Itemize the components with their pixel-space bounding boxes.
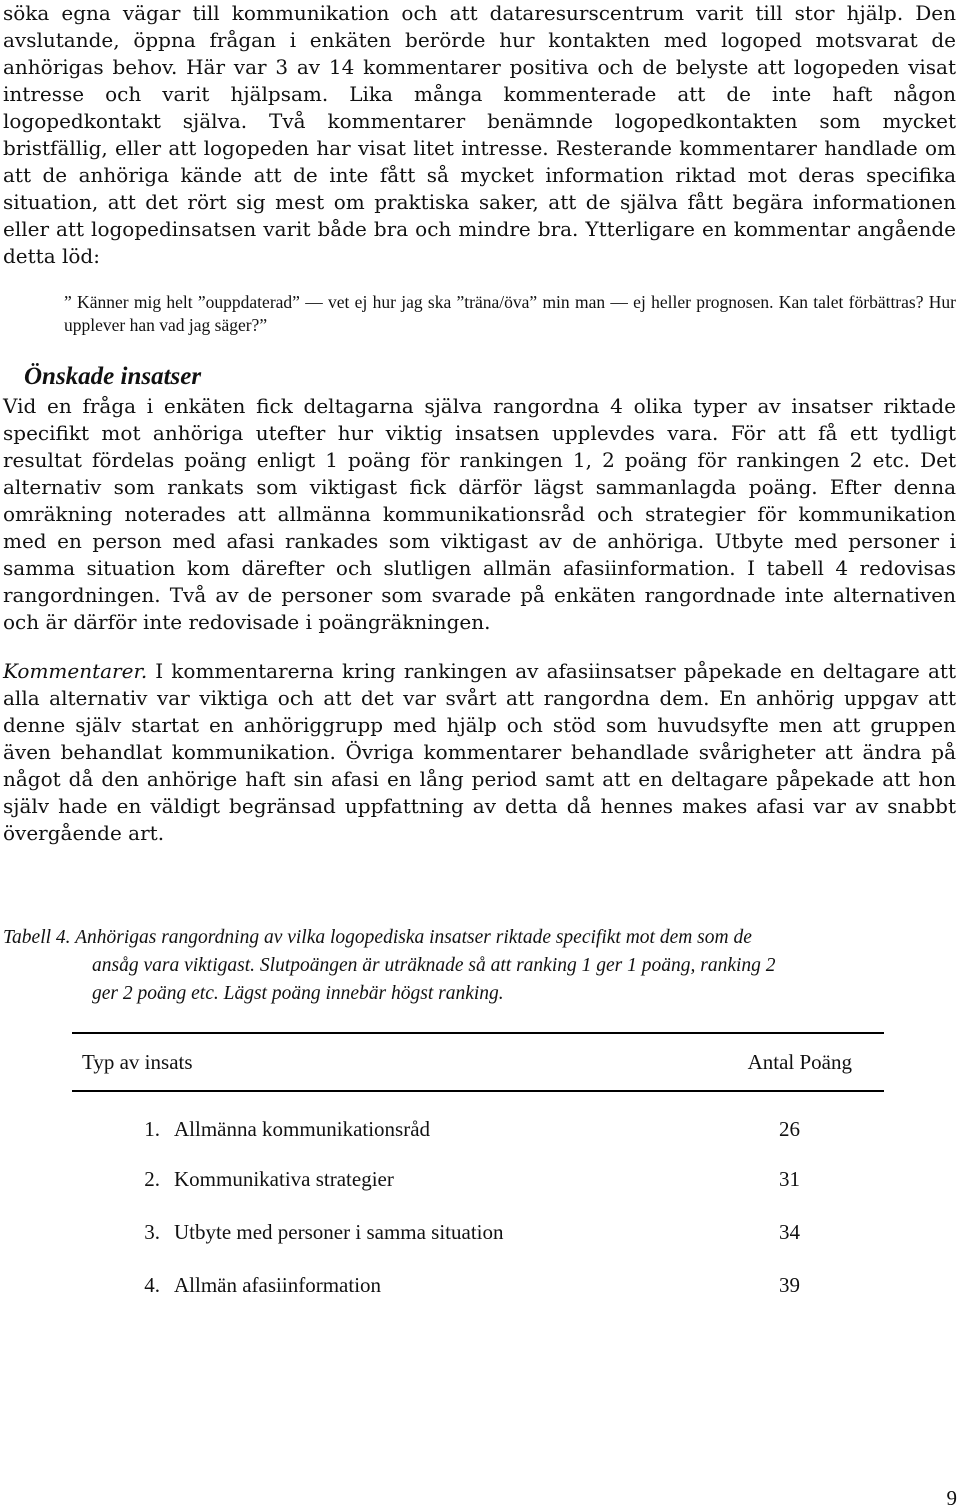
paragraph-logoped-contact: söka egna vägar till kommunikation och att dataresurscentrum varit till stor hjälp. Den avslutande, öppna frågan i enkäten berörde hur kontakten med logoped motsvarat de anhörigas behov. Här var 3 av 14 kommentarer positiva och de belyste att logopeden visat intresse och varit hjälpsam. Lika många kommenterade att de inte haft någon logopedkontakt själva. Två kommentarer benämnde logopedkontakten som mycket bristfällig, eller att logopeden har visat litet intresse. Resterande kommentarer handlade om att de anhöriga kände att de inte fått så mycket information riktad mot deras specifika situation, att det rört sig mest om praktiska saker, att de själva fått begära informationen eller att logopedinsatsen varit både bra och mindre bra. Ytterligare en kommentar angående detta löd: [3, 1, 956, 268]
table-row [72, 1153, 884, 1206]
page-number: 9 [946, 1486, 957, 1510]
table-caption [3, 924, 956, 1008]
row-index: 3. [144, 1220, 160, 1244]
paragraph-desired-interventions: Vid en fråga i enkäten fick deltagarna själva rangordna 4 olika typer av insatser riktade specifikt mot anhöriga utefter hur viktig insatsen upplevdes vara. För att få ett tydligt resultat fördelas poäng enligt 1 poäng för rankingen 1, 2 poäng för rankingen 2 etc. Det alternativ som rankats som viktigast fick därför lägst sammanlagda poäng. Efter denna omräkning noterades att allmänna kommunikationsråd och strategier för kommunikation med en person med afasi rankades som viktigast av de anhöriga. Utbyte med personer i samma situation kom därefter och slutligen allmän afasiinformation. I tabell 4 redovisas rangordningen. Två av de personer som svarade på enkäten rangordnade inte alternativen och är därför inte redovisade i poängräkningen. [3, 394, 956, 634]
header-points: Antal Poäng [747, 1049, 852, 1074]
table-row [72, 1091, 884, 1153]
row-index: 1. [144, 1117, 160, 1141]
row-points: 31 [779, 1167, 800, 1191]
section-heading: Önskade insatser [24, 363, 202, 390]
row-points: 26 [779, 1117, 800, 1141]
ranking-table [72, 1032, 884, 1312]
paragraph-comments [3, 658, 956, 847]
comments-body: I kommentarerna kring rankingen av afasiinsatser påpekade en deltagare att alla alternativ var viktiga och att det var svårt att rangordna dem. En anhörig uppgav att denne själv startat en anhöriggrupp med hjälp och stöd som huvudsyfte men att gruppen även behandlat kommunikation. Övriga kommentarer behandlade svårigheter att ändra på något då den anhörige haft sin afasi en lång period samt att en deltagare påpekade att hon själv hade en väldigt begränsad uppfattning av detta då hennes makes afasi var av snabbt övergående art. [3, 659, 956, 845]
table-header-row [72, 1033, 884, 1091]
caption-line-1: Tabell 4. Anhörigas rangordning av vilka logopediska insatser riktade specifikt mot dem som de [3, 927, 752, 948]
row-label: Allmänna kommunikationsråd [174, 1117, 431, 1141]
caption-line-3: ger 2 poäng etc. Lägst poäng innebär högst ranking. [92, 983, 504, 1004]
row-points: 39 [779, 1273, 800, 1297]
header-type: Typ av insats [82, 1049, 193, 1074]
row-points: 34 [779, 1220, 800, 1244]
row-label: Allmän afasiinformation [174, 1273, 382, 1297]
row-label: Kommunikativa strategier [174, 1167, 394, 1191]
table-row [72, 1206, 884, 1259]
table-row [72, 1259, 884, 1312]
comments-lead: Kommentarer. [3, 659, 148, 683]
row-label: Utbyte med personer i samma situation [174, 1220, 504, 1244]
row-index: 4. [144, 1273, 160, 1297]
row-index: 2. [144, 1167, 160, 1191]
caption-line-2: ansåg vara viktigast. Slutpoängen är uträknade så att ranking 1 ger 1 poäng, ranking 2 [92, 955, 776, 976]
block-quote: ” Känner mig helt ”ouppdaterad” — vet ej hur jag ska ”träna/öva” min man — ej heller prognosen. Kan talet förbättras? Hur upplever han vad jag säger?” [64, 292, 956, 335]
